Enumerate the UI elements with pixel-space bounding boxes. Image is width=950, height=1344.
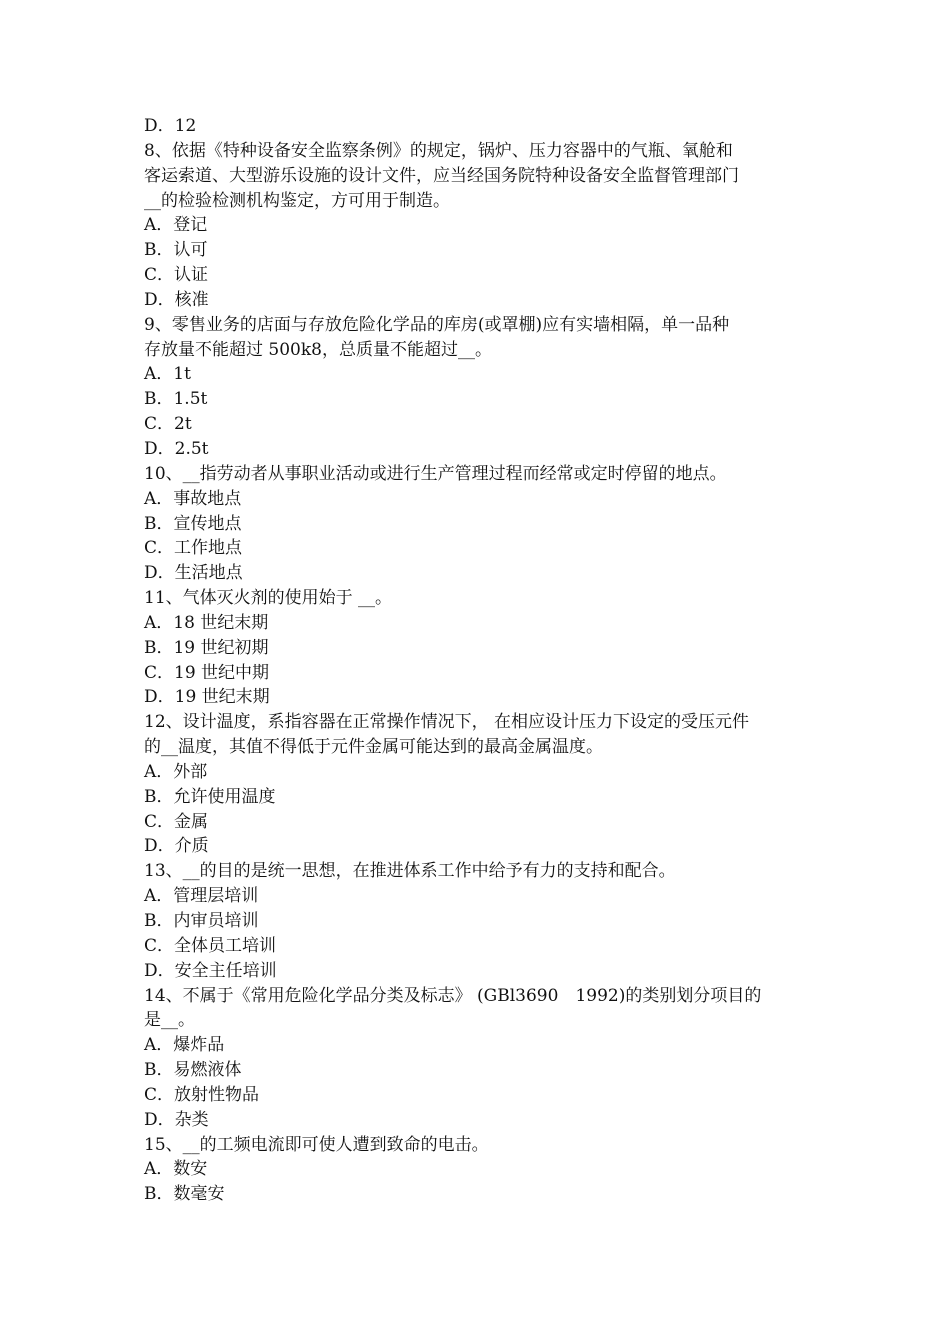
question-13-text: 13、__的目的是统一思想，在推进体系工作中给予有力的支持和配合。 <box>144 861 676 882</box>
option-c: C．2t <box>144 414 192 435</box>
option-d: D．安全主任培训 <box>144 960 277 981</box>
option-a: A．登记 <box>144 215 208 236</box>
option-b: B．内审员培训 <box>144 911 259 931</box>
document-body <box>144 114 814 1207</box>
option-d: D．介质 <box>144 836 209 857</box>
option-c: C．金属 <box>144 811 209 832</box>
option-b: B．认可 <box>144 240 208 261</box>
question-8-text: 客运索道、大型游乐设施的设计文件，应当经国务院特种设备安全监督管理部门 <box>144 165 739 186</box>
option-c: C．全体员工培训 <box>144 935 277 956</box>
option-a: A．18 世纪末期 <box>144 612 269 633</box>
question-8-text: __的检验检测机构鉴定，方可用于制造。 <box>144 190 450 211</box>
option-a: A．1t <box>144 364 191 385</box>
option-b: B．1.5t <box>144 389 208 410</box>
option-b: B．宣传地点 <box>144 513 242 534</box>
option-a: A．管理层培训 <box>144 886 259 907</box>
question-12-text: 12、设计温度，系指容器在正常操作情况下， 在相应设计压力下设定的受压元件 <box>144 712 750 733</box>
option-d: D．19 世纪末期 <box>144 687 270 708</box>
option-a: A．外部 <box>144 761 208 782</box>
question-11-text: 11、气体灭火剂的使用始于 __。 <box>144 588 393 609</box>
question-12-text: 的__温度，其值不得低于元件金属可能达到的最高金属温度。 <box>144 737 603 758</box>
question-8-text: 8、依据《特种设备安全监察条例》的规定，锅炉、压力容器中的气瓶、氧舱和 <box>144 140 733 161</box>
option-a: A．数安 <box>144 1159 208 1180</box>
option-c: C．工作地点 <box>144 538 243 559</box>
question-10-text: 10、__指劳动者从事职业活动或进行生产管理过程而经常或定时停留的地点。 <box>144 463 727 484</box>
option-b: B．19 世纪初期 <box>144 637 269 658</box>
option-c: C．19 世纪中期 <box>144 662 270 683</box>
option-d: D．生活地点 <box>144 563 243 584</box>
option-c: C．放射性物品 <box>144 1084 260 1105</box>
option-b: B．允许使用温度 <box>144 786 276 807</box>
question-14-text: 14、不属于《常用危险化学品分类及标志》 (GBl3690 1992)的类别划分项目的 <box>144 985 762 1006</box>
option-b: B．易燃液体 <box>144 1060 242 1081</box>
option-d: D．杂类 <box>144 1109 209 1130</box>
option-d: D．核准 <box>144 289 209 310</box>
option-a: A．爆炸品 <box>144 1035 225 1056</box>
option-b: B．数毫安 <box>144 1184 225 1205</box>
question-9-text: 9、零售业务的店面与存放危险化学品的库房(或罩棚)应有实墙相隔，单一品种 <box>144 314 730 335</box>
option-d: D．12 <box>144 116 197 136</box>
question-14-text: 是__。 <box>144 1010 195 1031</box>
question-9-text: 存放量不能超过 500k8，总质量不能超过__。 <box>144 339 492 360</box>
option-d: D．2.5t <box>144 438 209 459</box>
option-a: A．事故地点 <box>144 488 242 509</box>
option-c: C．认证 <box>144 265 209 286</box>
question-15-text: 15、__的工频电流即可使人遭到致命的电击。 <box>144 1134 489 1155</box>
